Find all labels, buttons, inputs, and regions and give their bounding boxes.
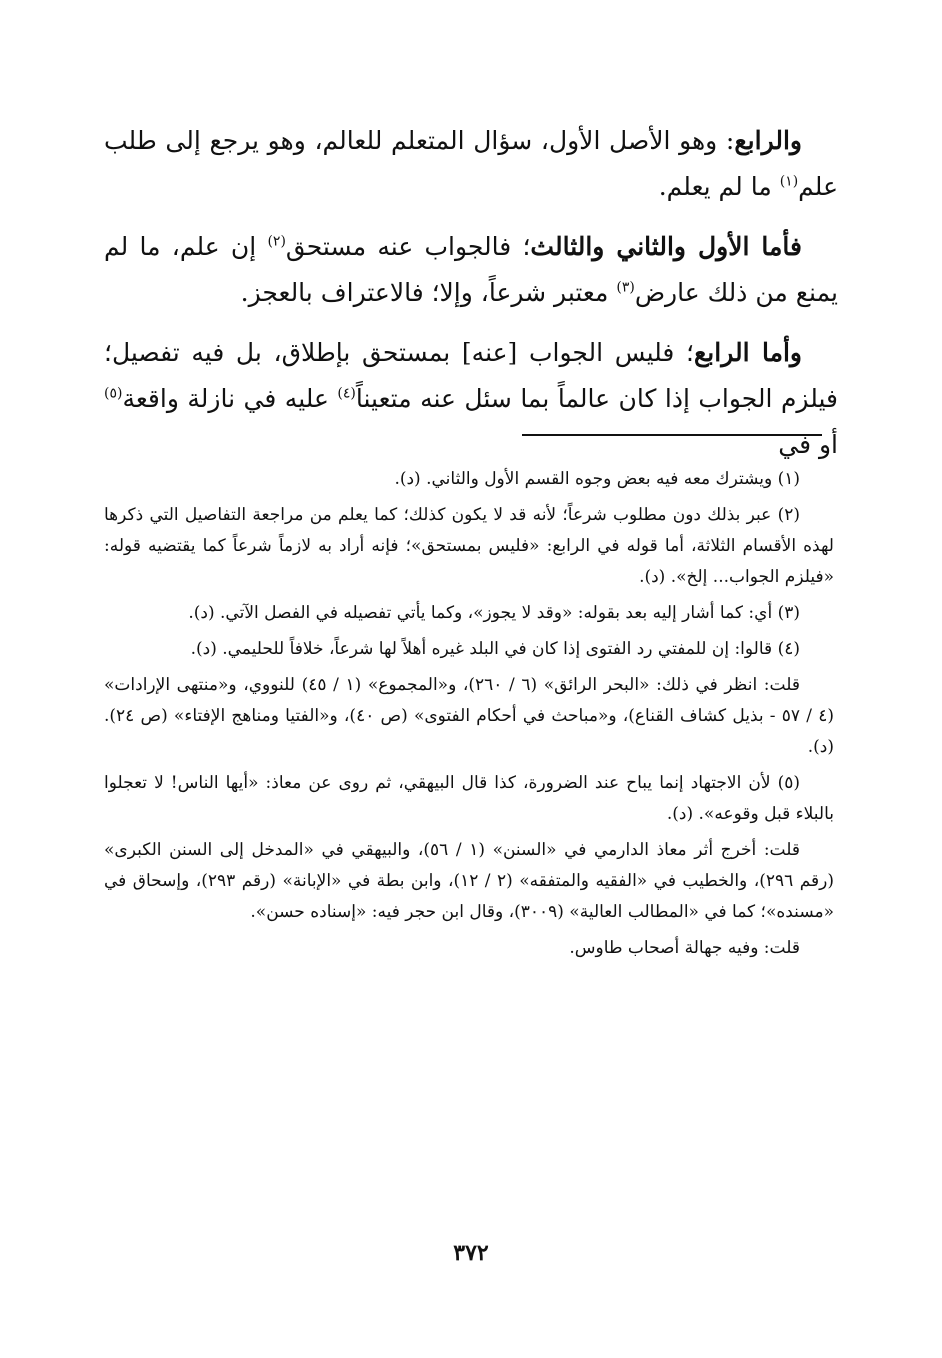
main-text [104,118,838,482]
footnote-marker: (٣) [616,279,635,296]
paragraph-text: : وهو الأصل الأول، سؤال المتعلم للعالم، وهو يرجع إلى طلب علم [104,126,838,201]
paragraph-fourth [104,330,838,468]
paragraph-text: ؛ فليس الجواب [عنه] بمستحق بإطلاق، بل فيه تفصيل؛ فيلزم الجواب إذا كان عالماً بما سئل عنه متعيناً [104,338,838,413]
paragraph-lead: فأما الأول والثاني والثالث [530,232,802,261]
paragraph-text: معتبر شرعاً، وإلا؛ فالاعتراف بالعجز. [240,278,617,307]
paragraph-lead: والرابع [734,126,802,155]
paragraph-first-three [104,224,838,316]
paragraph-fourth-type [104,118,838,210]
footnote-5-note-1: قلت: أخرج أثر معاذ الدارمي في «السنن» (١ / ٥٦)، والبيهقي في «المدخل إلى السنن الكبرى» (رقم ٢٩٦)، والخطيب في «الفقيه والمتفقه» (٢ / ١٢)، وابن بطة في «الإبانة» (رقم ٢٩٣)، وإسحاق في «مسنده»؛ كما في «المطالب العالية» (٣٠٠٩)، وقال ابن حجر فيه: «إسناده حسن». [104,840,834,922]
footnote-1: (١) ويشترك معه فيه بعض وجوه القسم الأول والثاني. (د). [394,469,800,489]
footnote-marker: (٥) [104,385,123,402]
footnote-marker: (٢) [267,233,286,250]
footnote-separator [522,434,822,436]
paragraph-text: ؛ فالجواب عنه مستحق [285,232,531,261]
footnote-3: (٣) أي: كما أشار إليه بعد بقوله: «وقد لا يجوز»، وكما يأتي تفصيله في الفصل الآتي. (د). [188,603,800,623]
footnote-5: (٥) لأن الاجتهاد إنما يباح عند الضرورة، كذا قال البيهقي، ثم روى عن معاذ: «أيها الناس! لا تعجلوا بالبلاء قبل وقوعه». (د). [104,773,834,824]
footnote-4: (٤) قالوا: إن للمفتي رد الفتوى إذا كان في البلد غيره أهلاً لها شرعاً، خلافاً للحليمي. (د). [190,639,800,659]
paragraph-text: إن علم، ما لم يمنع من ذلك عارض [104,232,838,307]
footnote-2: (٢) عبر بذلك دون مطلوب شرعاً؛ لأنه قد لا يكون كذلك؛ كما يعلم من مراجعة التفاصيل التي ذكرها لهذه الأقسام الثلاثة، أما قوله في الرابع: «فليس بمستحق»؛ فإنه أراد به لازماً شرعاً كما يقتضيه قوله: «فيلزم الجواب... إلخ». (د). [104,505,834,587]
footnote-4-note: قلت: انظر في ذلك: «البحر الرائق» (٦ / ٢٦٠)، و«المجموع» (١ / ٤٥) للنووي، و«منتهى الإرادات» (٤ / ٥٧ - بذيل كشاف القناع)، و«مباحث في أحكام الفتوى» (ص ٤٠)، و«الفتيا ومناهج الإفتاء» (ص ٢٤). (د). [104,675,834,757]
page-number: ٣٧٢ [453,1240,489,1266]
paragraph-text: أو في [778,430,838,459]
footnote-marker: (١) [779,173,799,190]
paragraph-text: عليه في نازلة واقعة [122,384,338,413]
footnote-marker: (٤) [337,385,356,402]
footnotes [104,464,834,969]
paragraph-lead: وأما الرابع [693,338,802,367]
paragraph-text: ما لم يعلم. [658,172,780,201]
footnote-5-note-2: قلت: وفيه جهالة أصحاب طاوس. [569,938,800,958]
